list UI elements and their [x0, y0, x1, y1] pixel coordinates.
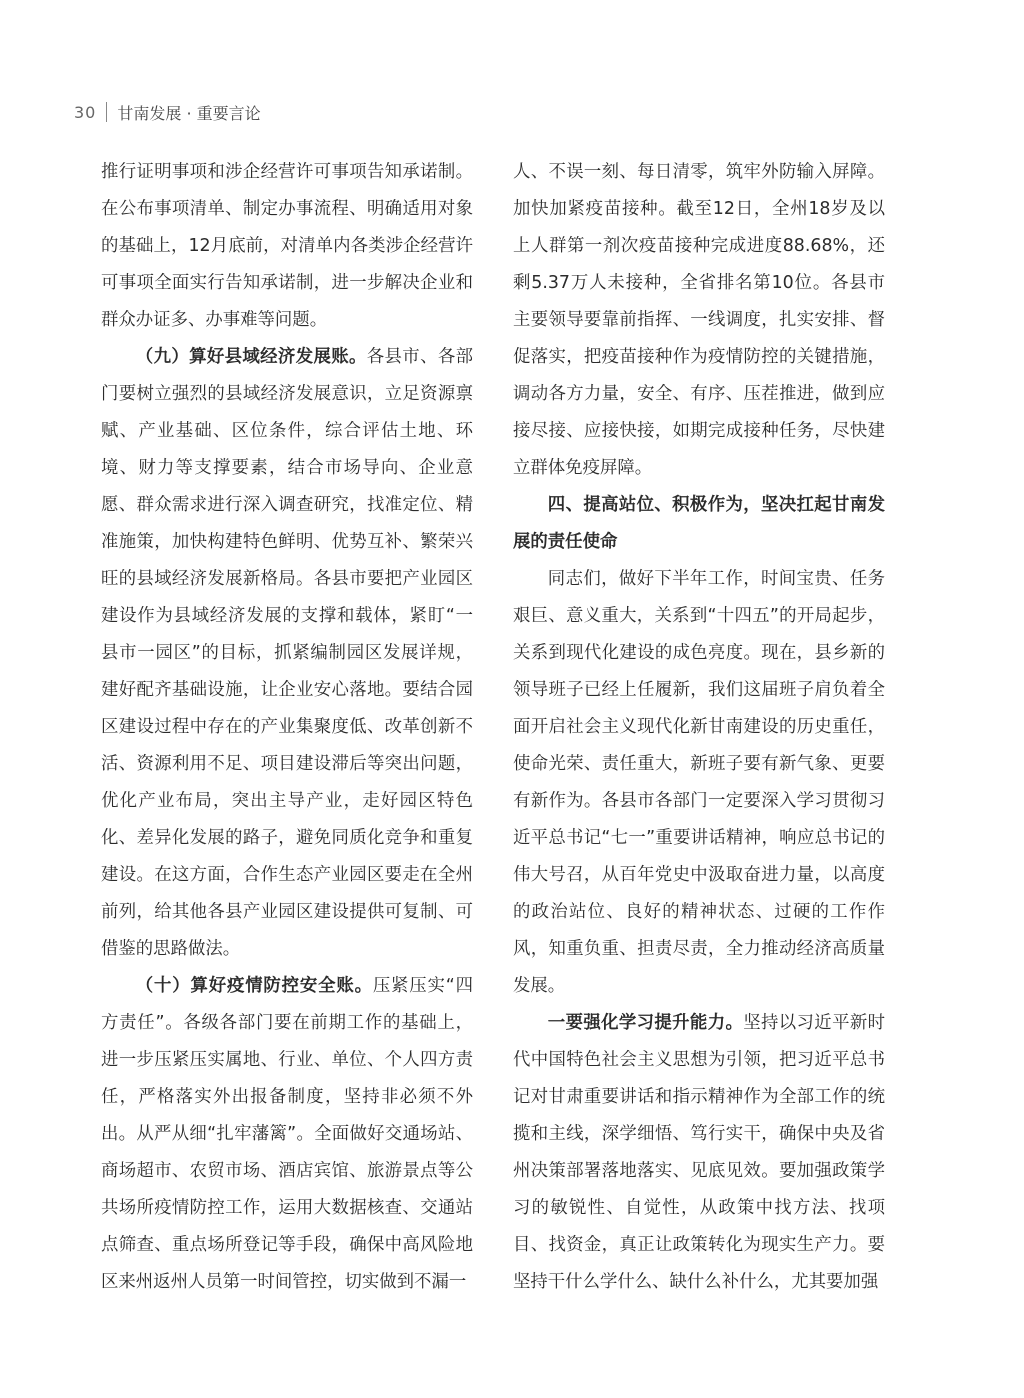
- paragraph-body: 压紧压实“四方责任”。各级各部门要在前期工作的基础上，进一步压紧压实属地、行业、单位、个人四方责任，严格落实外出报备制度，坚持非必须不外出。从严从细“扎牢藩篱”。全面做好交通场站、商场超市、农贸市场、酒店宾馆、旅游景点等公共场所疫情防控工作，运用大数据核查、交通站点筛查、重点场所登记等手段，确保中高风险地区来州返州人员第一时间管控，切实做到不漏一: [101, 976, 473, 1292]
- paragraph: 推行证明事项和涉企经营许可事项告知承诺制。在公布事项清单、制定办事流程、明确适用对象的基础上，12月底前，对清单内各类涉企经营许可事项全面实行告知承诺制，进一步解决企业和群众办证多、办事难等问题。: [101, 162, 473, 330]
- paragraph-body: 各县市、各部门要树立强烈的县域经济发展意识，立足资源禀赋、产业基础、区位条件，综合评估土地、环境、财力等支撑要素，结合市场导向、企业意愿、群众需求进行深入调查研究，找准定位、精准施策，加快构建特色鲜明、优势互补、繁荣兴旺的县域经济发展新格局。各县市要把产业园区建设作为县域经济发展的支撑和载体，紧盯“一县市一园区”的目标，抓紧编制园区发展详规，建好配齐基础设施，让企业安心落地。要结合园区建设过程中存在的产业集聚度低、改革创新不活、资源利用不足、项目建设滞后等突出问题，优化产业布局，突出主导产业，走好园区特色化、差异化发展的路子，避免同质化竞争和重复建设。在这方面，合作生态产业园区要走在全州前列，给其他各县产业园区建设提供可复制、可借鉴的思路做法。: [101, 347, 473, 959]
- paragraph-lead: （十）算好疫情防控安全账。: [135, 976, 373, 996]
- paragraph: 同志们，做好下半年工作，时间宝贵、任务艰巨、意义重大，关系到“十四五”的开局起步，关系到现代化建设的成色亮度。现在，县乡新的领导班子已经上任履新，我们这届班子肩负着全面开启社会主义现代化新甘南建设的历史重任，使命光荣、责任重大，新班子要有新气象、更要有新作为。各县市各部门一定要深入学习贯彻习近平总书记“七一”重要讲话精神，响应总书记的伟大号召，从百年党史中汲取奋进力量，以高度的政治站位、良好的精神状态、过硬的工作作风，知重负重、担责尽责，全力推动经济高质量发展。: [513, 569, 885, 996]
- left-column: [101, 154, 473, 1306]
- paragraph: [513, 1005, 885, 1301]
- running-header: [74, 100, 261, 124]
- header-divider: [106, 102, 107, 122]
- section-title: 甘南发展 · 重要言论: [117, 103, 261, 123]
- paragraph: [101, 339, 473, 968]
- paragraph: [101, 968, 473, 1301]
- paragraph: 人、不误一刻、每日清零，筑牢外防输入屏障。加快加紧疫苗接种。截至12日，全州18岁及以上人群第一剂次疫苗接种完成进度88.68%，还剩5.37万人未接种，全省排名第10位。各县市主要领导要靠前指挥、一线调度，扎实安排、督促落实，把疫苗接种作为疫情防控的关键措施，调动各方力量，安全、有序、压茬推进，做到应接尽接、应接快接，如期完成接种任务，尽快建立群体免疫屏障。: [513, 162, 885, 478]
- paragraph-lead: 一要强化学习提升能力。: [547, 1013, 744, 1033]
- page-number: 30: [74, 102, 97, 122]
- right-column: [513, 154, 885, 1306]
- section-heading: 四、提高站位、积极作为，坚决扛起甘南发展的责任使命: [513, 495, 885, 552]
- paragraph-lead: （九）算好县域经济发展账。: [135, 347, 367, 367]
- paragraph-body: 坚持以习近平新时代中国特色社会主义思想为引领，把习近平总书记对甘肃重要讲话和指示精神作为全部工作的统揽和主线，深学细悟、笃行实干，确保中央及省州决策部署落地落实、见底见效。要加强政策学习的敏锐性、自觉性，从政策中找方法、找项目、找资金，真正让政策转化为现实生产力。要坚持干什么学什么、缺什么补什么，尤其要加强: [513, 1013, 885, 1292]
